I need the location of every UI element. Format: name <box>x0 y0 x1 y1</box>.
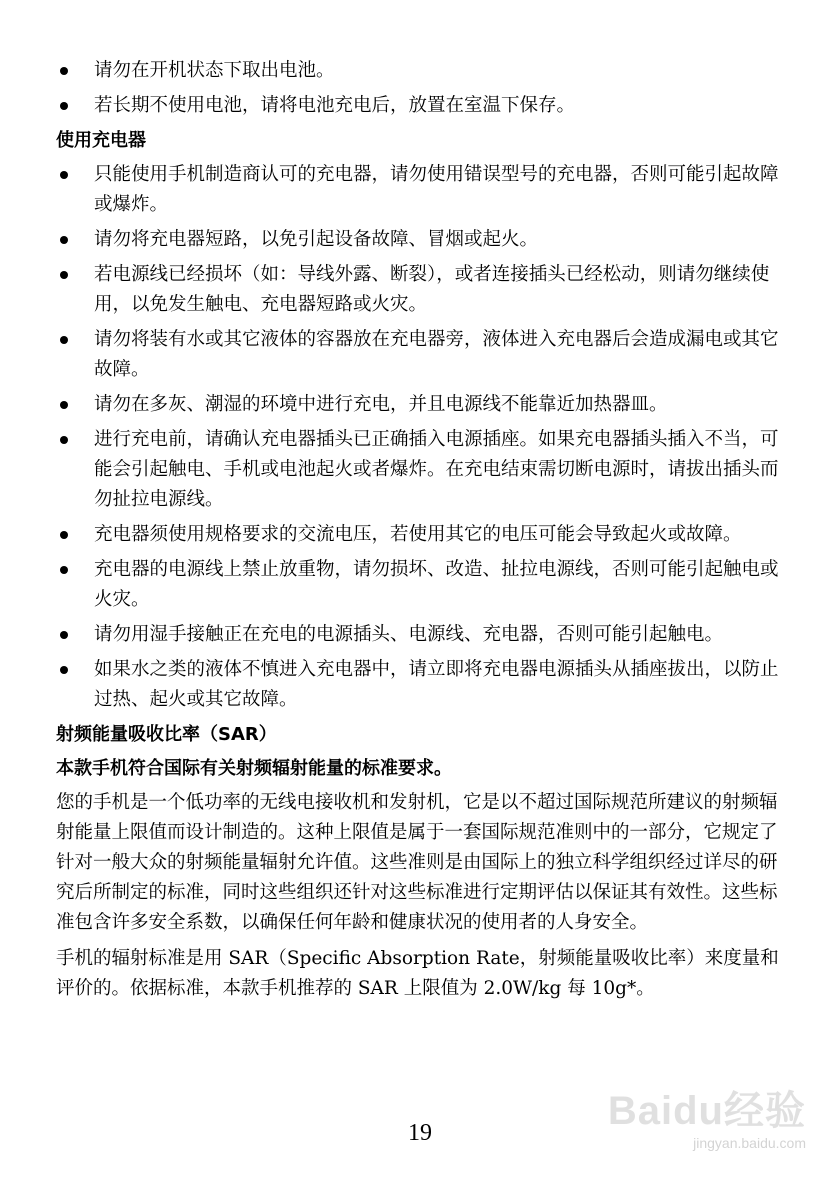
list-item <box>56 655 780 715</box>
list-item <box>56 520 780 550</box>
watermark-url: jingyan.baidu.com <box>693 1135 806 1151</box>
list-item-text: 若电源线已经损坏（如：导线外露、断裂），或者连接插头已经松动，则请勿继续使用，以免发生触电、充电器短路或火灾。 <box>94 264 770 315</box>
bullet-icon <box>60 102 68 110</box>
bullet-icon <box>60 666 68 674</box>
list-item-text: 请勿用湿手接触正在充电的电源插头、电源线、充电器，否则可能引起触电。 <box>94 624 724 645</box>
bullet-icon <box>60 566 68 574</box>
list-item-text: 请勿在多灰、潮湿的环境中进行充电，并且电源线不能靠近加热器皿。 <box>94 394 668 415</box>
list-item <box>56 56 780 86</box>
list-item-text: 请勿在开机状态下取出电池。 <box>94 60 335 81</box>
list-item <box>56 620 780 650</box>
bullet-icon <box>60 631 68 639</box>
bullet-icon <box>60 336 68 344</box>
charger-bullet-list <box>56 160 780 715</box>
baidu-watermark <box>606 1088 806 1168</box>
sar-subheading: 本款手机符合国际有关射频辐射能量的标准要求。 <box>56 758 452 779</box>
bullet-icon <box>60 67 68 75</box>
list-item <box>56 160 780 220</box>
page-content <box>56 56 780 1010</box>
bullet-icon <box>60 271 68 279</box>
bullet-icon <box>60 236 68 244</box>
list-item <box>56 91 780 121</box>
list-item-text: 请勿将装有水或其它液体的容器放在充电器旁，液体进入充电器后会造成漏电或其它故障。 <box>94 329 779 380</box>
battery-bullet-list <box>56 56 780 121</box>
bullet-icon <box>60 531 68 539</box>
list-item <box>56 225 780 255</box>
charger-section-heading: 使用充电器 <box>56 130 146 151</box>
list-item-text: 充电器的电源线上禁止放重物，请勿损坏、改造、扯拉电源线，否则可能引起触电或火灾。 <box>94 559 779 610</box>
sar-section-heading: 射频能量吸收比率（SAR） <box>56 724 277 745</box>
list-item-text: 如果水之类的液体不慎进入充电器中，请立即将充电器电源插头从插座拔出，以防止过热、起火或其它故障。 <box>94 659 779 710</box>
list-item-text: 充电器须使用规格要求的交流电压，若使用其它的电压可能会导致起火或故障。 <box>94 524 742 545</box>
list-item <box>56 390 780 420</box>
list-item-text: 只能使用手机制造商认可的充电器，请勿使用错误型号的充电器，否则可能引起故障或爆炸。 <box>94 164 779 215</box>
list-item-text: 进行充电前，请确认充电器插头已正确插入电源插座。如果充电器插头插入不当，可能会引起触电、手机或电池起火或者爆炸。在充电结束需切断电源时，请拔出插头而勿扯拉电源线。 <box>94 429 779 510</box>
sar-paragraph-2: 手机的辐射标准是用 SAR（Specific Absorption Rate，射频能量吸收比率）来度量和评价的。依据标准，本款手机推荐的 SAR 上限值为 2.0W/kg 每 10g*。 <box>56 948 779 999</box>
list-item <box>56 260 780 320</box>
bullet-icon <box>60 436 68 444</box>
bullet-icon <box>60 401 68 409</box>
page-number: 19 <box>408 1120 432 1146</box>
list-item <box>56 555 780 615</box>
sar-paragraph-1: 您的手机是一个低功率的无线电接收机和发射机，它是以不超过国际规范所建议的射频辐射能量上限值而设计制造的。这种上限值是属于一套国际规范准则中的一部分，它规定了针对一般大众的射频能量辐射允许值。这些准则是由国际上的独立科学组织经过详尽的研究后所制定的标准，同时这些组织还针对这些标准进行定期评估以保证其有效性。这些标准包含许多安全系数，以确保任何年龄和健康状况的使用者的人身安全。 <box>56 792 778 933</box>
watermark-brand: Baidu经验 <box>607 1089 806 1133</box>
bullet-icon <box>60 171 68 179</box>
list-item <box>56 325 780 385</box>
list-item-text: 若长期不使用电池，请将电池充电后，放置在室温下保存。 <box>94 95 576 116</box>
list-item-text: 请勿将充电器短路，以免引起设备故障、冒烟或起火。 <box>94 229 539 250</box>
list-item <box>56 425 780 515</box>
